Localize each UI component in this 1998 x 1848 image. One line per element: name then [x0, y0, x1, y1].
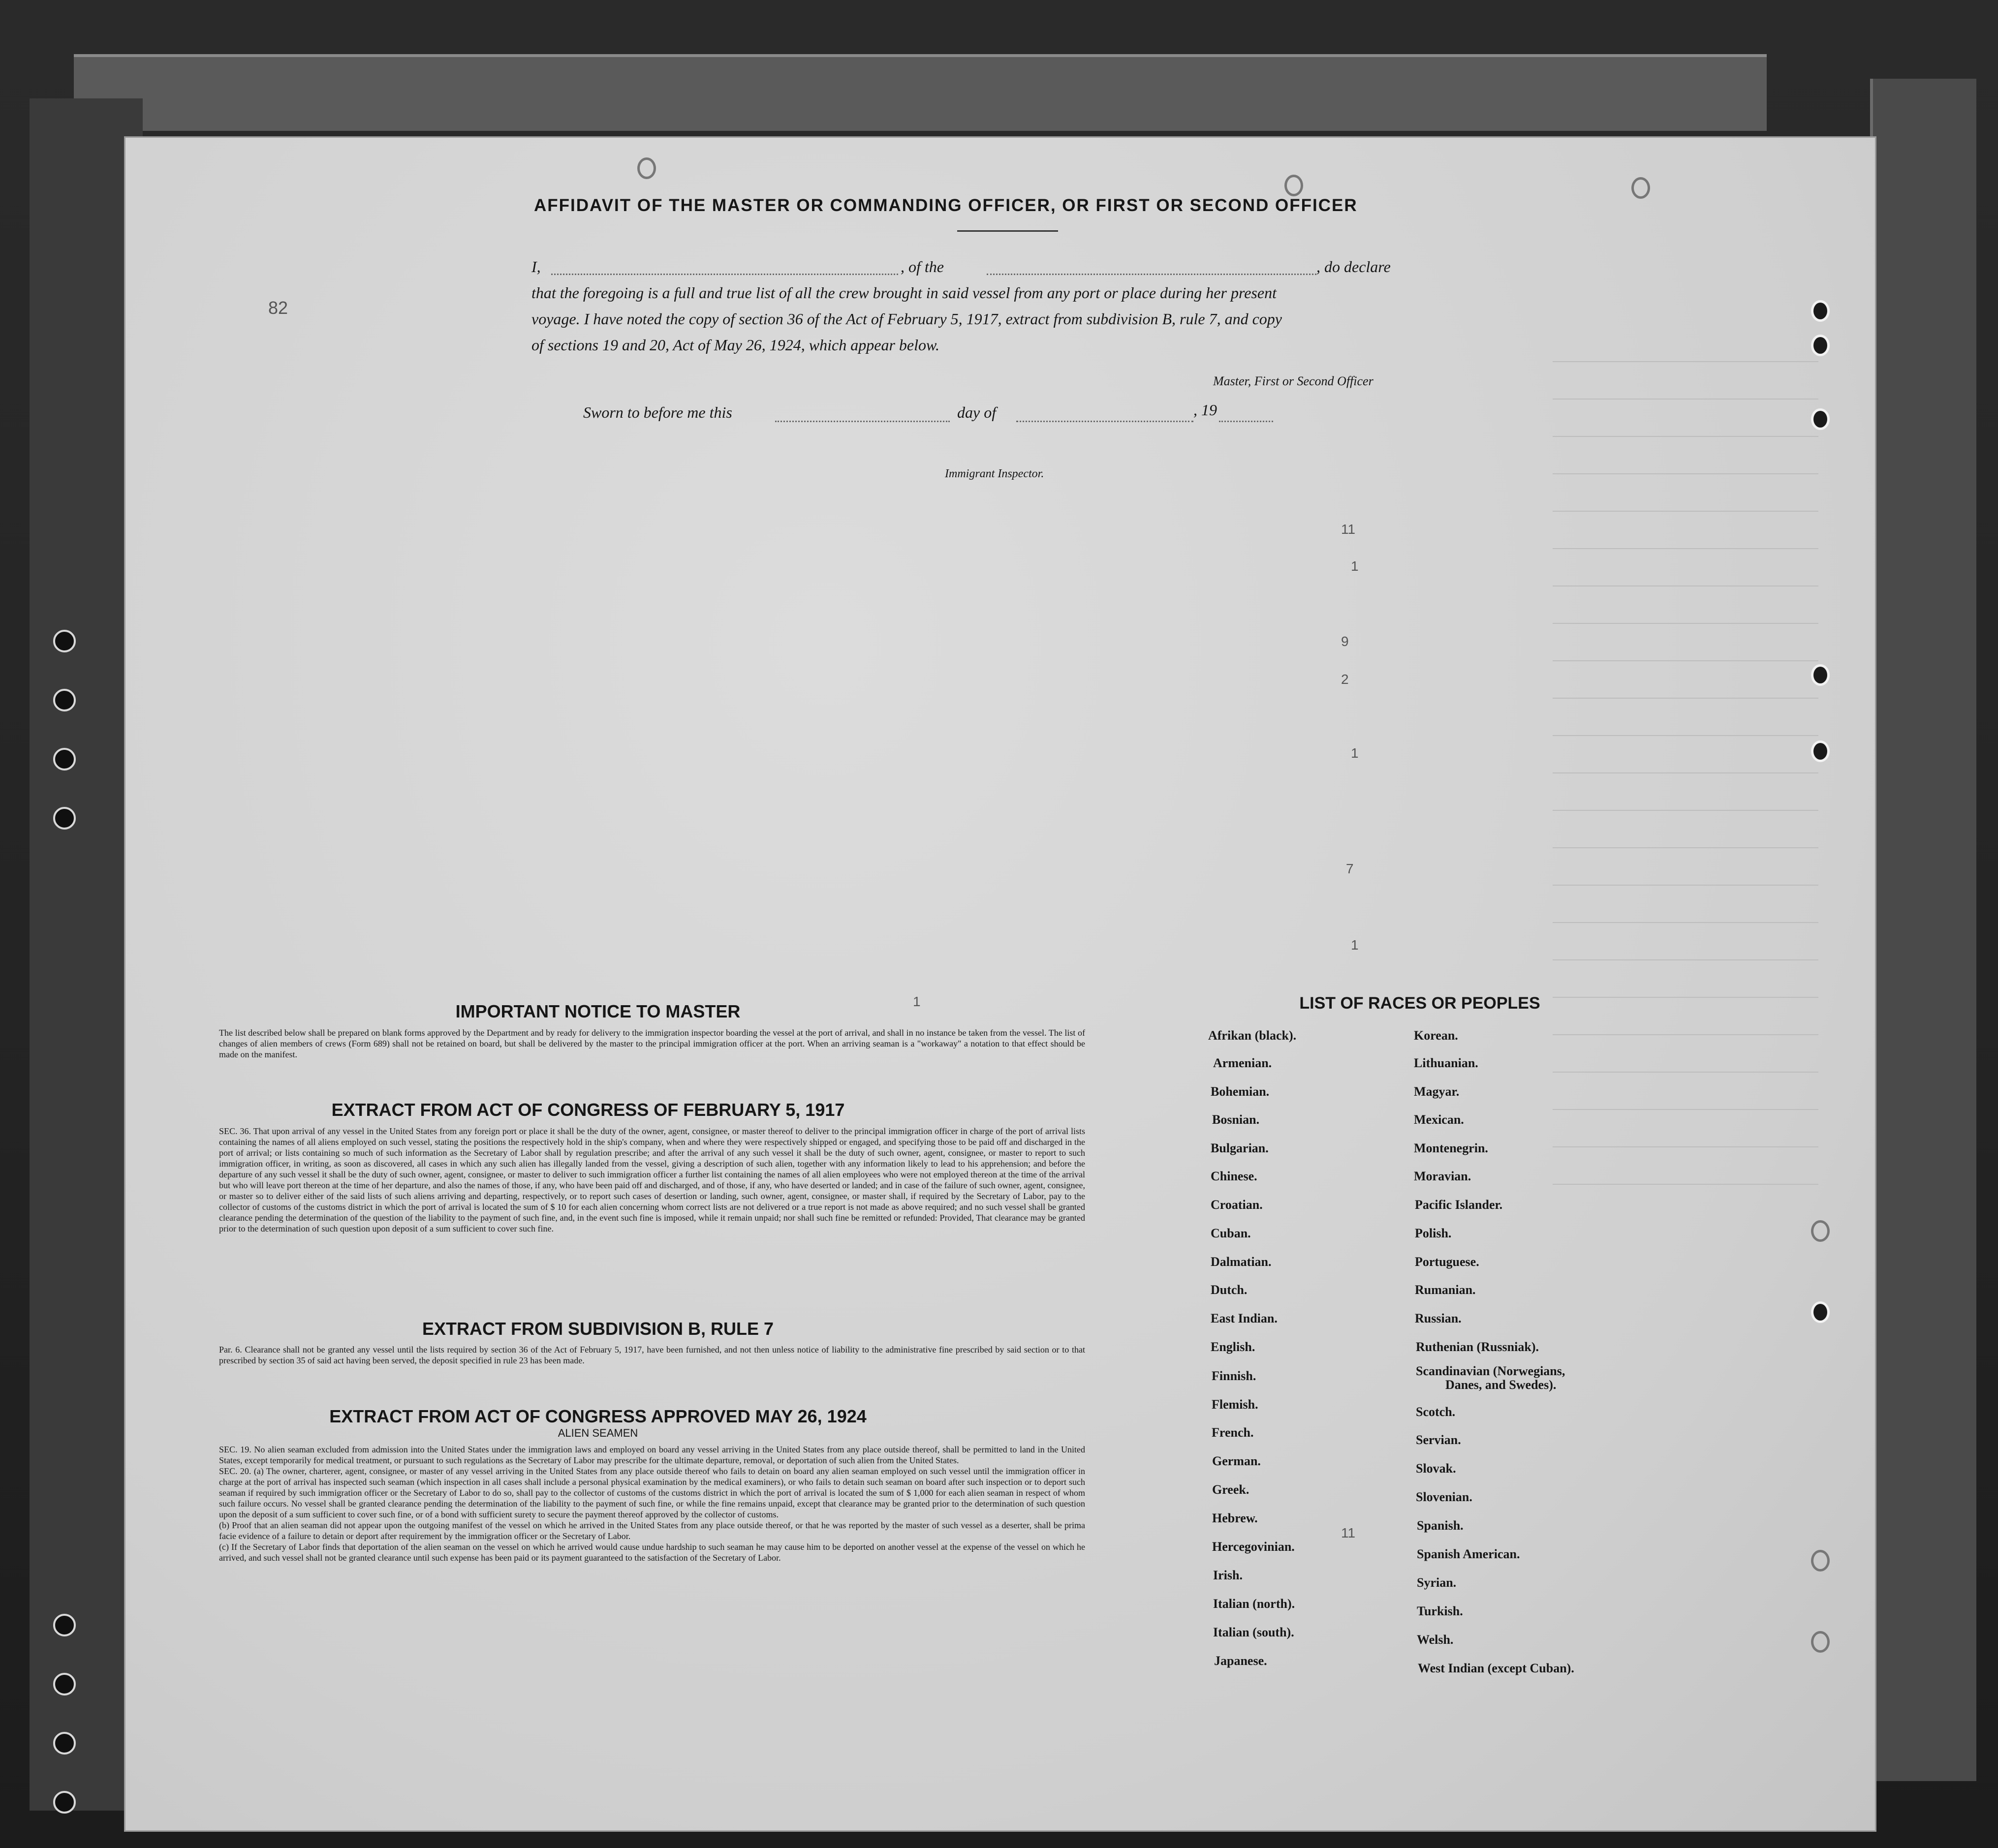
race-item: Pacific Islander. — [1415, 1198, 1503, 1212]
binding-hole-icon — [53, 748, 76, 770]
race-item: Scotch. — [1416, 1405, 1456, 1419]
manifest-page — [125, 138, 1875, 1830]
punch-hole-icon — [1811, 300, 1830, 322]
race-item: Spanish American. — [1417, 1547, 1520, 1561]
race-item: Armenian. — [1213, 1056, 1272, 1070]
notice-text: The list described below shall be prepared on blank forms approved by the Department and by ready for delivery to the immigration inspector boarding the vessel at the port of arrival, and shall in no instance be taken from the vessel. The list of changes of alien members of crews (Form 689) shall not be retained on board, but shall be delivered by the master to the principal immigration officer at the port. When an arriving seaman is a "workaway" a notation to that effect should be made on the manifest. — [219, 1028, 1085, 1059]
race-item: Servian. — [1416, 1433, 1461, 1447]
bleed-mark: 9 — [1341, 634, 1349, 649]
bleed-mark: 1 — [1351, 745, 1359, 761]
race-item: German. — [1212, 1454, 1261, 1468]
bleed-mark: 7 — [1346, 861, 1354, 876]
sworn-month-line[interactable] — [1016, 421, 1193, 422]
race-item: Welsh. — [1417, 1632, 1454, 1647]
race-item: Hercegovinian. — [1212, 1540, 1295, 1554]
notice-title: IMPORTANT NOTICE TO MASTER — [455, 1001, 741, 1021]
sec-20b-text: (b) Proof that an alien seaman did not appear upon the outgoing manifest of the vessel on which he arrived in the United States from any place outside thereof, or that he was reported by the master of such vessel as a deserter, shall be prima facie evidence of a failure to detain or deport after requirement by the immigration officer or the Secretary of Labor. — [219, 1520, 1085, 1541]
sec-20c-text: (c) If the Secretary of Labor finds that deportation of the alien seaman on the vessel on which he arrived would cause undue hardship to such seaman he may cause him to be deported on another vessel at the expense of the vessel on which he arrived, and such vessel shall not be granted clearance until such expense has been paid or its payment guaranteed to the satisfaction of the Secretary of Labor. — [219, 1542, 1085, 1563]
race-item: Mexican. — [1414, 1112, 1464, 1127]
bleed-mark: 82 — [268, 298, 288, 318]
race-item: Italian (north). — [1213, 1597, 1295, 1611]
bleed-mark: 1 — [1351, 937, 1359, 953]
race-item: Turkish. — [1417, 1604, 1463, 1618]
race-item: Dalmatian. — [1211, 1255, 1272, 1269]
race-item: Lithuanian. — [1414, 1056, 1478, 1070]
right-frame-edge — [1870, 79, 1976, 1781]
binding-hole-icon — [53, 689, 76, 711]
sworn-day-line[interactable] — [775, 421, 950, 422]
race-item: Korean. — [1414, 1028, 1458, 1043]
race-item: Russian. — [1415, 1311, 1462, 1325]
race-item: Bosnian. — [1212, 1112, 1260, 1127]
sec-20a-text: SEC. 20. (a) The owner, charterer, agent, consignee, or master of any vessel arriving in the United States from any place outside thereof who fails to detain on board any alien seaman employed on such vessel until the immigration officer in charge at the port of arrival has inspected such seaman (which inspection in all cases shall include a personal physical examination by the medical examiners), or who fails to detain such seaman on board after such inspection or to deport such seaman if required by such immigration officer or the Secretary of Labor to do so, shall pay to the collector of customs of the customs district in which the port of arrival is located the sum of $ 1,000 for each alien seaman in respect of whom such failure occurs. No vessel shall be granted clearance pending the determination of the liability to the payment of such fine, or while the fine remains unpaid, except that clearance may be granted prior to the determination of such question upon the deposit of a sum sufficient to cover such fine, or of a bond with sufficient surety to secure the payment thereof approved by the collector of customs. — [219, 1466, 1085, 1519]
race-item: Chinese. — [1211, 1169, 1257, 1183]
signature-caption: Master, First or Second Officer — [1213, 374, 1374, 388]
alien-seamen-subtitle: ALIEN SEAMEN — [558, 1427, 638, 1439]
race-item: West Indian (except Cuban). — [1418, 1661, 1574, 1675]
punch-hole-icon — [1631, 177, 1650, 199]
bleed-mark: 2 — [1341, 672, 1349, 687]
race-item: Spanish. — [1417, 1518, 1464, 1533]
declare-i: I, — [531, 258, 541, 276]
vessel-name-line[interactable] — [987, 274, 1316, 275]
race-item: Greek. — [1212, 1482, 1249, 1497]
race-item: Bohemian. — [1211, 1084, 1270, 1099]
race-item: Rumanian. — [1415, 1283, 1476, 1297]
bleed-mark: 1 — [913, 994, 921, 1009]
punch-hole-icon — [637, 157, 656, 179]
race-item: Slovak. — [1416, 1461, 1456, 1476]
punch-hole-icon — [1284, 175, 1303, 196]
race-item: Finnish. — [1212, 1369, 1256, 1383]
punch-hole-icon — [1811, 1220, 1830, 1242]
race-item: Syrian. — [1417, 1575, 1457, 1590]
race-item: Italian (south). — [1213, 1625, 1294, 1639]
binding-hole-icon — [53, 1673, 76, 1695]
sworn-day-of: day of — [957, 403, 997, 421]
extract-1917-text: SEC. 36. That upon arrival of any vessel in the United States from any foreign port or place it shall be the duty of the owner, agent, consignee, or master thereof to deliver to the principal immigration officer in charge of the port of arrival lists containing the names of all aliens employed on such vessel, stating the positions the respectively hold in the ship's company, when and where they were respectively shipped or engaged, and specifying those to be paid off and discharged in the port of arrival; or lists containing so much of such information as the Secretary of Labor shall by regulation prescribe; and after the arrival of any such vessel it shall be the duty of such owner, agent, consignee, or master to report to such immigration officer, in writing, as soon as discovered, all cases in which any such alien has illegally landed from the vessel, giving a description of such alien, together with any information likely to lead to his apprehension; and before the departure of any such vessel it shall be the duty of such owner, agent, consignee, or master to deliver to such immigration officer a further list containing the names of all alien employees who were not employed thereon at the time of the arrival but who will leave port thereon at the time of her departure, and also the names of those, if any, who have been paid off and discharged, and of those, if any, who have deserted or landed; and in case of the failure of such owner, agent, consignee, or master so to deliver either of the said lists of such aliens arriving and departing, respectively, or to report such cases of desertion or landing, such owner, agent, consignee, or master shall, if required by the Secretary of Labor, pay to the collector of customs of the customs district in which the port of arrival is located the sum of $ 10 for each alien concerning whom correct lists are not delivered or a true report is not made as above required; and no such vessel shall be granted clearance pending the determination of the question of the liability to the payment of such fine, and, in the event such fine is imposed, while it remain unpaid; nor shall such fine be remitted or refunded: Provided, That clearance may be granted prior to the determination of such question upon deposit of a sum sufficient to cover such fine. — [219, 1126, 1085, 1233]
race-item: Polish. — [1415, 1226, 1452, 1240]
race-item: Irish. — [1213, 1568, 1243, 1582]
binding-hole-icon — [53, 1614, 76, 1636]
race-item: English. — [1211, 1340, 1255, 1354]
race-item: Dutch. — [1211, 1283, 1248, 1297]
race-item: Afrikan (black). — [1208, 1028, 1297, 1043]
race-item: Magyar. — [1414, 1084, 1460, 1099]
race-item: Moravian. — [1414, 1169, 1471, 1183]
race-item: Hebrew. — [1212, 1511, 1258, 1525]
subdivision-b-text: Par. 6. Clearance shall not be granted any vessel until the lists required by section 36 of the Act of February 5, 1917, have been furnished, and not then unless notice of liability to the administrative fine prescribed by said section or to that prescribed by section 35 of said act having been served, the deposit specified in rule 23 has been made. — [219, 1345, 1085, 1365]
race-item: Croatian. — [1211, 1198, 1263, 1212]
race-item: Flemish. — [1212, 1397, 1258, 1412]
sec-19-text: SEC. 19. No alien seaman excluded from admission into the United States under the immigration laws and employed on board any vessel arriving in the United States from any place outside thereof, shall be permitted to land in the United States, except temporarily for medical treatment, or pursuant to such regulations as the Secretary of Labor may prescribe for the ultimate departure, removal, or deportation of such alien from the United States. — [219, 1445, 1085, 1465]
extract-1917-title: EXTRACT FROM ACT OF CONGRESS OF FEBRUARY 5, 1917 — [331, 1100, 845, 1120]
sworn-year: , 19 — [1193, 401, 1217, 419]
title-rule — [957, 230, 1058, 232]
punch-hole-icon — [1811, 1550, 1830, 1571]
subdivision-b-title: EXTRACT FROM SUBDIVISION B, RULE 7 — [422, 1319, 774, 1339]
binding-hole-icon — [53, 630, 76, 652]
declare-text: , do declare — [1316, 258, 1391, 276]
extract-1924-text — [219, 1444, 1085, 1563]
affidavit-line-4: of sections 19 and 20, Act of May 26, 1924, which appear below. — [531, 336, 939, 354]
races-title: LIST OF RACES OR PEOPLES — [1299, 994, 1540, 1013]
binding-hole-icon — [53, 1732, 76, 1755]
race-item: Japanese. — [1214, 1654, 1267, 1668]
affidavit-line-3: voyage. I have noted the copy of section 36 of the Act of February 5, 1917, extract from subdivision B, rule 7, and copy — [531, 310, 1282, 328]
bleed-mark: 11 — [1341, 1525, 1356, 1540]
affidavit-text — [531, 254, 1619, 358]
sworn-year-line[interactable] — [1219, 421, 1273, 422]
affidavit-title: AFFIDAVIT OF THE MASTER OR COMMANDING OFFICER, OR FIRST OR SECOND OFFICER — [534, 196, 1358, 215]
race-item: Portuguese. — [1415, 1255, 1479, 1269]
race-item: Danes, and Swedes). — [1445, 1378, 1557, 1392]
binding-hole-icon — [53, 807, 76, 830]
inspector-caption: Immigrant Inspector. — [945, 467, 1044, 480]
race-item: Slovenian. — [1416, 1490, 1472, 1504]
race-item: Cuban. — [1211, 1226, 1251, 1240]
punch-hole-icon — [1811, 1301, 1830, 1323]
punch-hole-icon — [1811, 1631, 1830, 1653]
race-item: Montenegrin. — [1414, 1141, 1488, 1155]
sworn-text: Sworn to before me this — [583, 403, 732, 421]
binding-hole-icon — [53, 1791, 76, 1814]
race-item: Ruthenian (Russniak). — [1416, 1340, 1539, 1354]
bleed-mark: 11 — [1341, 522, 1356, 537]
race-item: Bulgarian. — [1211, 1141, 1269, 1155]
race-item: Scandinavian (Norwegians, — [1416, 1364, 1565, 1378]
race-item: French. — [1212, 1425, 1254, 1440]
race-item: East Indian. — [1211, 1311, 1278, 1325]
bleed-through-rules — [1553, 325, 1818, 1210]
affidavit-line-2: that the foregoing is a full and true list of all the crew brought in said vessel from any port or place during her present — [531, 284, 1277, 302]
bleed-mark: 1 — [1351, 558, 1359, 574]
extract-1924-title: EXTRACT FROM ACT OF CONGRESS APPROVED MAY 26, 1924 — [329, 1406, 867, 1426]
underlying-page-edge — [74, 54, 1767, 131]
master-name-line[interactable] — [551, 274, 898, 275]
declare-of-the: , of the — [901, 258, 944, 276]
